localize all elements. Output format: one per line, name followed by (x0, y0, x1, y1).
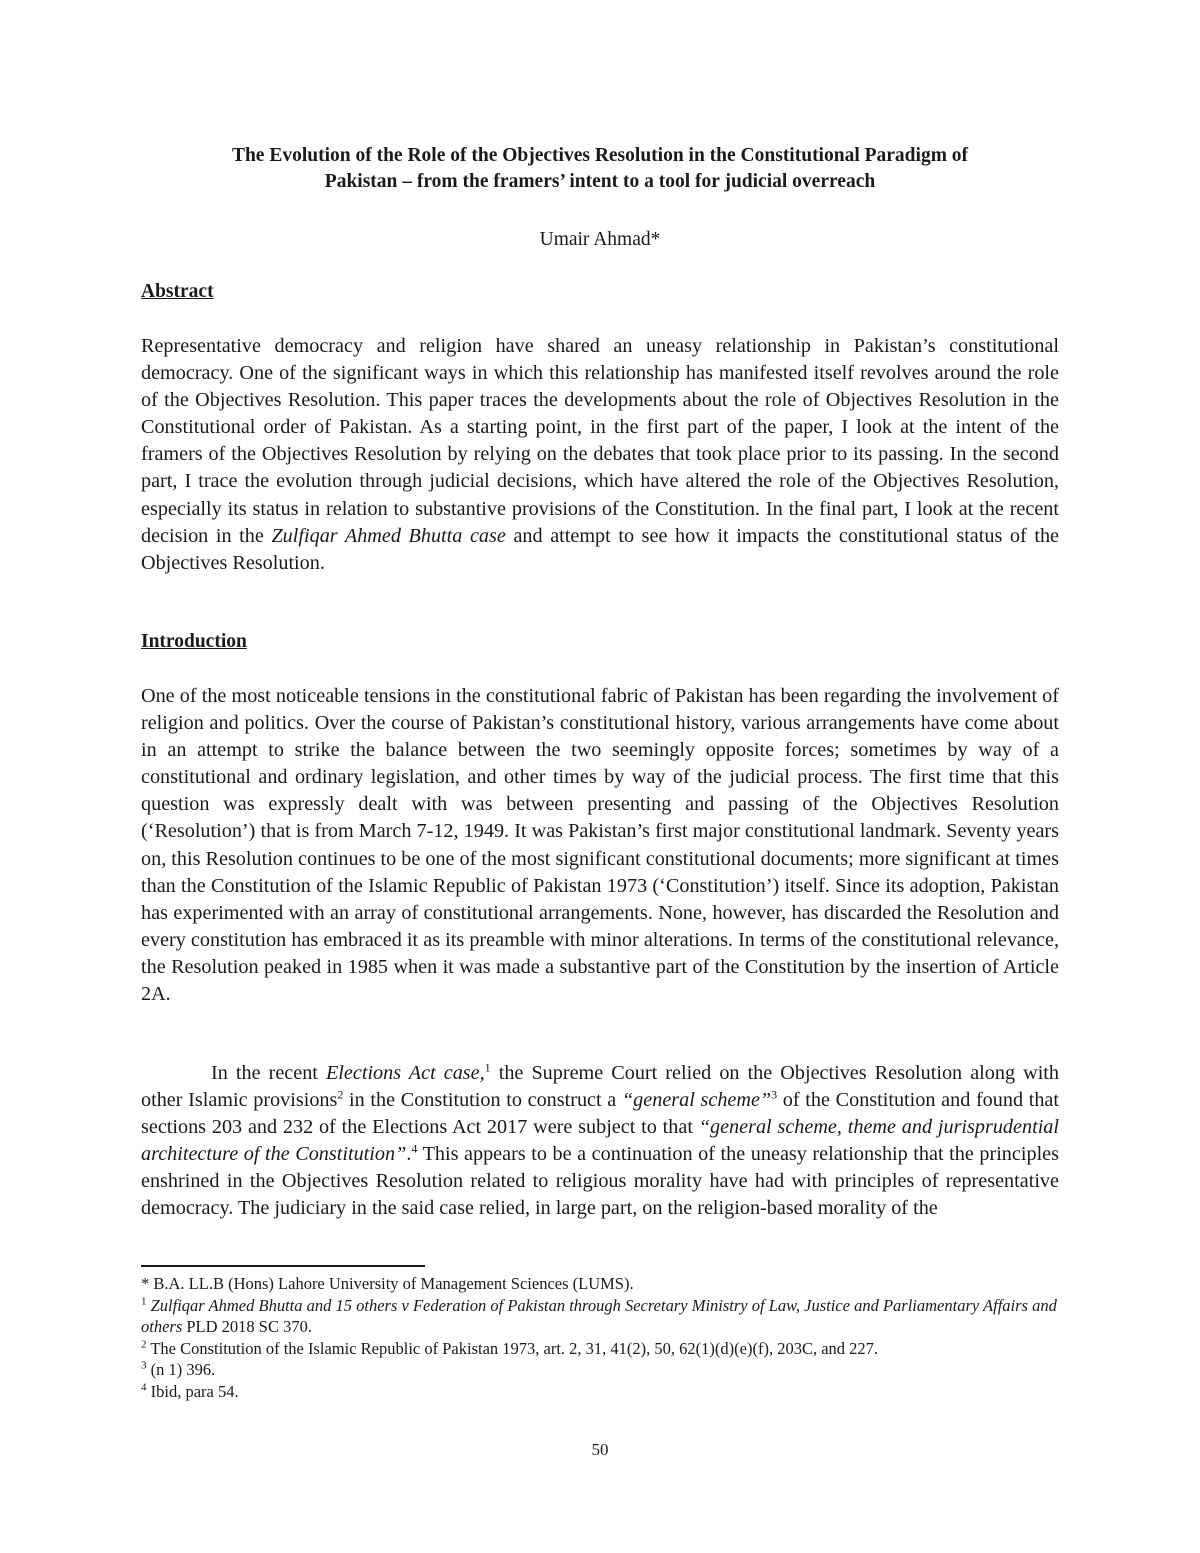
p2-text-1: In the recent (211, 1062, 326, 1084)
footnote-ref-4[interactable]: 4 (411, 1141, 418, 1156)
p2-text-5: . (406, 1143, 412, 1166)
p2-text-4: of the Constitution and found that sections 203 and 232 of the Elections Act 2017 were subject to that (141, 1089, 1059, 1139)
footnotes (141, 1273, 1059, 1402)
p2-italic-elections-act: Elections Act case, (325, 1062, 485, 1084)
abstract-case-name: Zulfiqar Ahmed Bhutta case (271, 524, 506, 547)
p2-italic-quote: “general scheme, theme and jurisprudential architecture of the Constitution” (141, 1116, 1060, 1166)
footnote-3 (141, 1359, 1059, 1381)
abstract-text-end: and attempt to see how it impacts the constitutional status of the Objectives Resolution. (141, 524, 1060, 574)
footnote-4-marker: 4 (141, 1381, 147, 1393)
footnote-2-marker: 2 (141, 1338, 147, 1350)
paper-title-line-2: Pakistan – from the framers’ intent to a tool for judicial overreach (324, 171, 876, 192)
paper-title-line-1: The Evolution of the Role of the Objectives Resolution in the Constitutional Paradigm of (231, 145, 969, 166)
author-name: Umair Ahmad* (539, 229, 661, 250)
footnote-3-marker: 3 (141, 1359, 147, 1372)
footnote-separator (141, 1265, 425, 1267)
footnote-1-marker: 1 (141, 1295, 147, 1307)
footnote-ref-2[interactable]: 2 (337, 1087, 344, 1102)
footnote-author: * B.A. LL.B (Hons) Lahore University of Management Sciences (LUMS). (141, 1274, 634, 1293)
abstract-paragraph (141, 333, 1059, 577)
footnote-3-text: (n 1) 396. (146, 1360, 216, 1379)
p2-text-2: the Supreme Court relied on the Objectives Resolution along with other Islamic provisions (141, 1062, 1060, 1112)
page-number: 50 (591, 1440, 609, 1459)
introduction-heading: Introduction (141, 631, 247, 652)
footnote-ref-3[interactable]: 3 (771, 1087, 778, 1102)
p2-text-6: This appears to be a continuation of the uneasy relationship that the principles enshrined in the Objectives Resolution related to religious morality have had with principles of representative democracy. The judiciary in the said case relied, in large part, on the religion-based morality of the (141, 1143, 1059, 1220)
abstract-text-start: Representative democracy and religion have shared an uneasy relationship in Pakistan’s constitutional democracy. One of the significant ways in which this relationship has manifested itself revolves around the role of the Objectives Resolution. This paper traces the developments about the role of Objectives Resolution in the Constitutional order of Pakistan. As a starting point, in the first part of the paper, I look at the intent of the framers of the Objectives Resolution by relying on the debates that took place prior to its passing. In the second part, I trace the evolution through judicial decisions, which have altered the role of the Objectives Resolution, especially its status in relation to substantive provisions of the Constitution. In the final part, I look at the recent decision in the (141, 335, 1059, 547)
footnote-2-text: The Constitution of the Islamic Republic of Pakistan 1973, art. 2, 31, 41(2), 50, 62(1)(d)(e)(f), 203C, and 227. (146, 1338, 879, 1358)
introduction-paragraph-1: One of the most noticeable tensions in the constitutional fabric of Pakistan has been regarding the involvement of religion and politics. Over the course of Pakistan’s constitutional history, various arrangements have come about in an attempt to strike the balance between the two seemingly opposite forces; sometimes by way of a constitutional and ordinary legislation, and other times by way of the judicial process. The first time that this question was expressly dealt with was between presenting and passing of the Objectives Resolution (‘Resolution’) that is from March 7-12, 1949. It was Pakistan’s first major constitutional landmark. Seventy years on, this Resolution continues to be one of the most significant constitutional documents; more significant at times than the Constitution of the Islamic Republic of Pakistan 1973 (‘Constitution’) itself. Since its adoption, Pakistan has experimented with an array of constitutional arrangements. None, however, has discarded the Resolution and every constitution has embraced it as its preamble with minor alterations. In terms of the constitutional relevance, the Resolution peaked in 1985 when it was made a substantive part of the Constitution by the insertion of Article 2A. (141, 685, 1059, 1006)
p2-text-3: in the Constitution to construct a (343, 1089, 622, 1112)
p2-italic-general-scheme: “general scheme” (621, 1089, 772, 1112)
footnote-1 (141, 1295, 1059, 1338)
footnote-4-text: Ibid, para 54. (146, 1381, 239, 1401)
footnote-4 (141, 1381, 1059, 1403)
paper-title (140, 143, 1060, 195)
footnote-ref-1[interactable]: 1 (484, 1060, 491, 1075)
footnote-1-case: Zulfiqar Ahmed Bhutta and 15 others v Federation of Pakistan through Secretary Ministry of Law, Justice and Parliamentary Affairs and others (141, 1295, 1057, 1336)
abstract-heading: Abstract (141, 281, 214, 302)
footnote-2 (141, 1338, 1059, 1360)
footnote-1-citation: PLD 2018 SC 370. (182, 1317, 312, 1336)
introduction-paragraph-2 (141, 1060, 1059, 1223)
